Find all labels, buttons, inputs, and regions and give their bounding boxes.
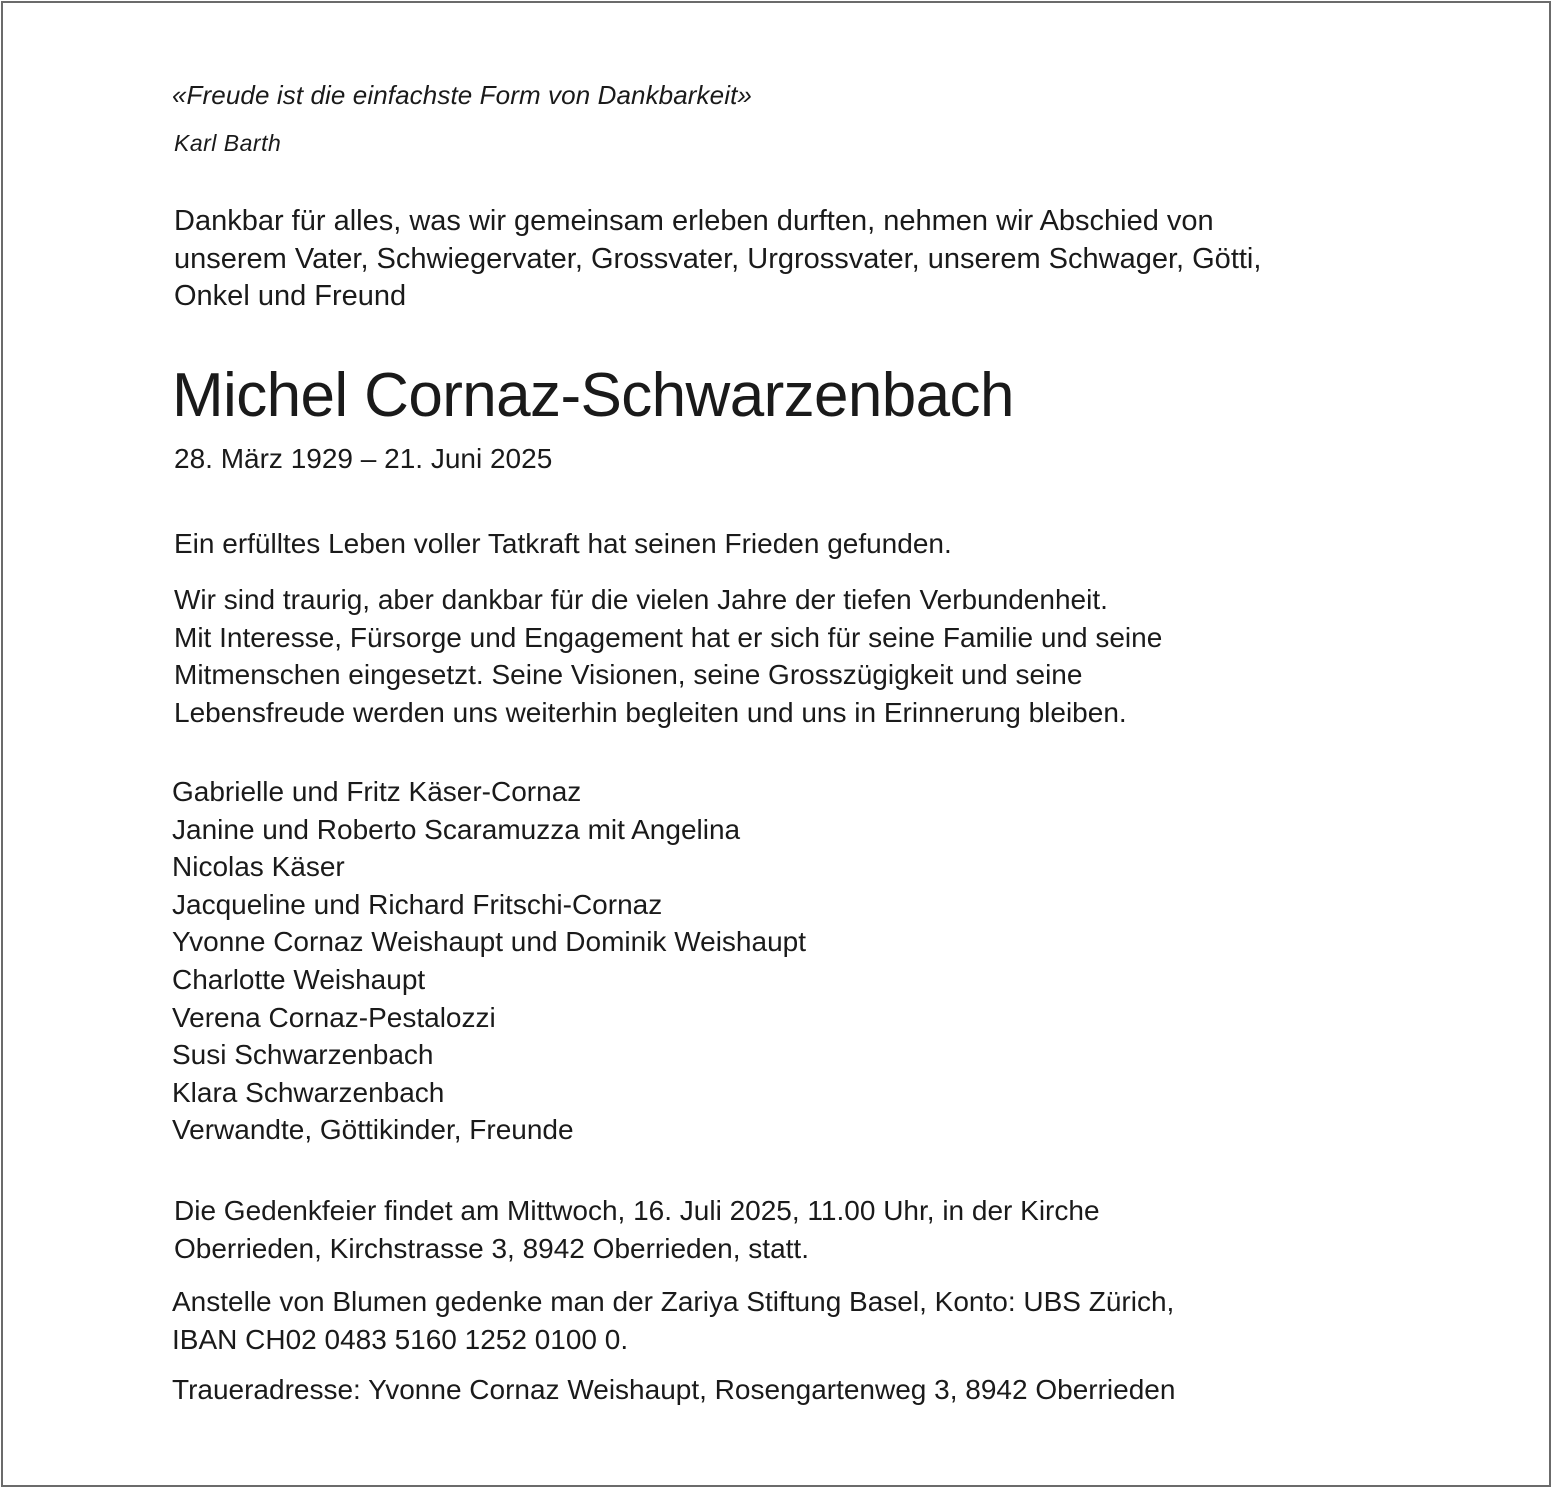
mourners-list [172, 773, 806, 1149]
tribute-line: Mit Interesse, Fürsorge und Engagement hat er sich für seine Familie und seine [174, 621, 1163, 653]
tribute-line: Lebensfreude werden uns weiterhin begleiten und uns in Erinnerung bleiben. [174, 696, 1127, 728]
donation-info [172, 1283, 1174, 1358]
mourner-entry: Verwandte, Göttikinder, Freunde [172, 1114, 574, 1146]
fulfilled-life-line: Ein erfülltes Leben voller Tatkraft hat seinen Frieden gefunden. [174, 528, 952, 559]
deceased-name: Michel Cornaz-Schwarzenbach [172, 361, 1014, 430]
intro-paragraph [174, 203, 1414, 316]
opening-quote: «Freude ist die einfachste Form von Dankbarkeit» [172, 80, 752, 110]
intro-line: unserem Vater, Schwiegervater, Grossvater, Urgrossvater, unserem Schwager, Götti, [174, 242, 1262, 275]
tribute-line: Wir sind traurig, aber dankbar für die vielen Jahre der tiefen Verbundenheit. [174, 584, 1108, 615]
mourner-entry: Nicolas Käser [172, 851, 345, 883]
intro-line: Dankbar für alles, was wir gemeinsam erleben durften, nehmen wir Abschied von [174, 205, 1214, 237]
mourner-entry: Verena Cornaz-Pestalozzi [172, 1001, 496, 1033]
memorial-service-info [174, 1192, 1100, 1267]
tribute-line: Mitmenschen eingesetzt. Seine Visionen, seine Grosszügigkeit und seine [174, 659, 1083, 691]
mourner-entry: Susi Schwarzenbach [172, 1039, 434, 1071]
donation-line: IBAN CH02 0483 5160 1252 0100 0. [172, 1323, 629, 1355]
memorial-line: Oberrieden, Kirchstrasse 3, 8942 Oberrieden, statt. [174, 1232, 809, 1264]
quote-author: Karl Barth [174, 130, 282, 156]
mourner-entry: Charlotte Weishaupt [172, 963, 426, 995]
intro-line: Onkel und Freund [174, 280, 407, 312]
mourner-entry: Yvonne Cornaz Weishaupt und Dominik Weishaupt [172, 926, 806, 958]
tribute-paragraph [174, 581, 1162, 731]
life-dates: 28. März 1929 – 21. Juni 2025 [174, 443, 553, 474]
mourner-entry: Jacqueline und Richard Fritschi-Cornaz [172, 888, 663, 920]
mourner-entry: Gabrielle und Fritz Käser-Cornaz [172, 776, 582, 807]
donation-line: Anstelle von Blumen gedenke man der Zariya Stiftung Basel, Konto: UBS Zürich, [172, 1286, 1175, 1317]
memorial-line: Die Gedenkfeier findet am Mittwoch, 16. Juli 2025, 11.00 Uhr, in der Kirche [174, 1195, 1100, 1226]
mourner-entry: Janine und Roberto Scaramuzza mit Angelina [172, 813, 741, 845]
mourner-entry: Klara Schwarzenbach [172, 1076, 445, 1108]
mourning-address: Traueradresse: Yvonne Cornaz Weishaupt, Rosengartenweg 3, 8942 Oberrieden [172, 1374, 1176, 1405]
